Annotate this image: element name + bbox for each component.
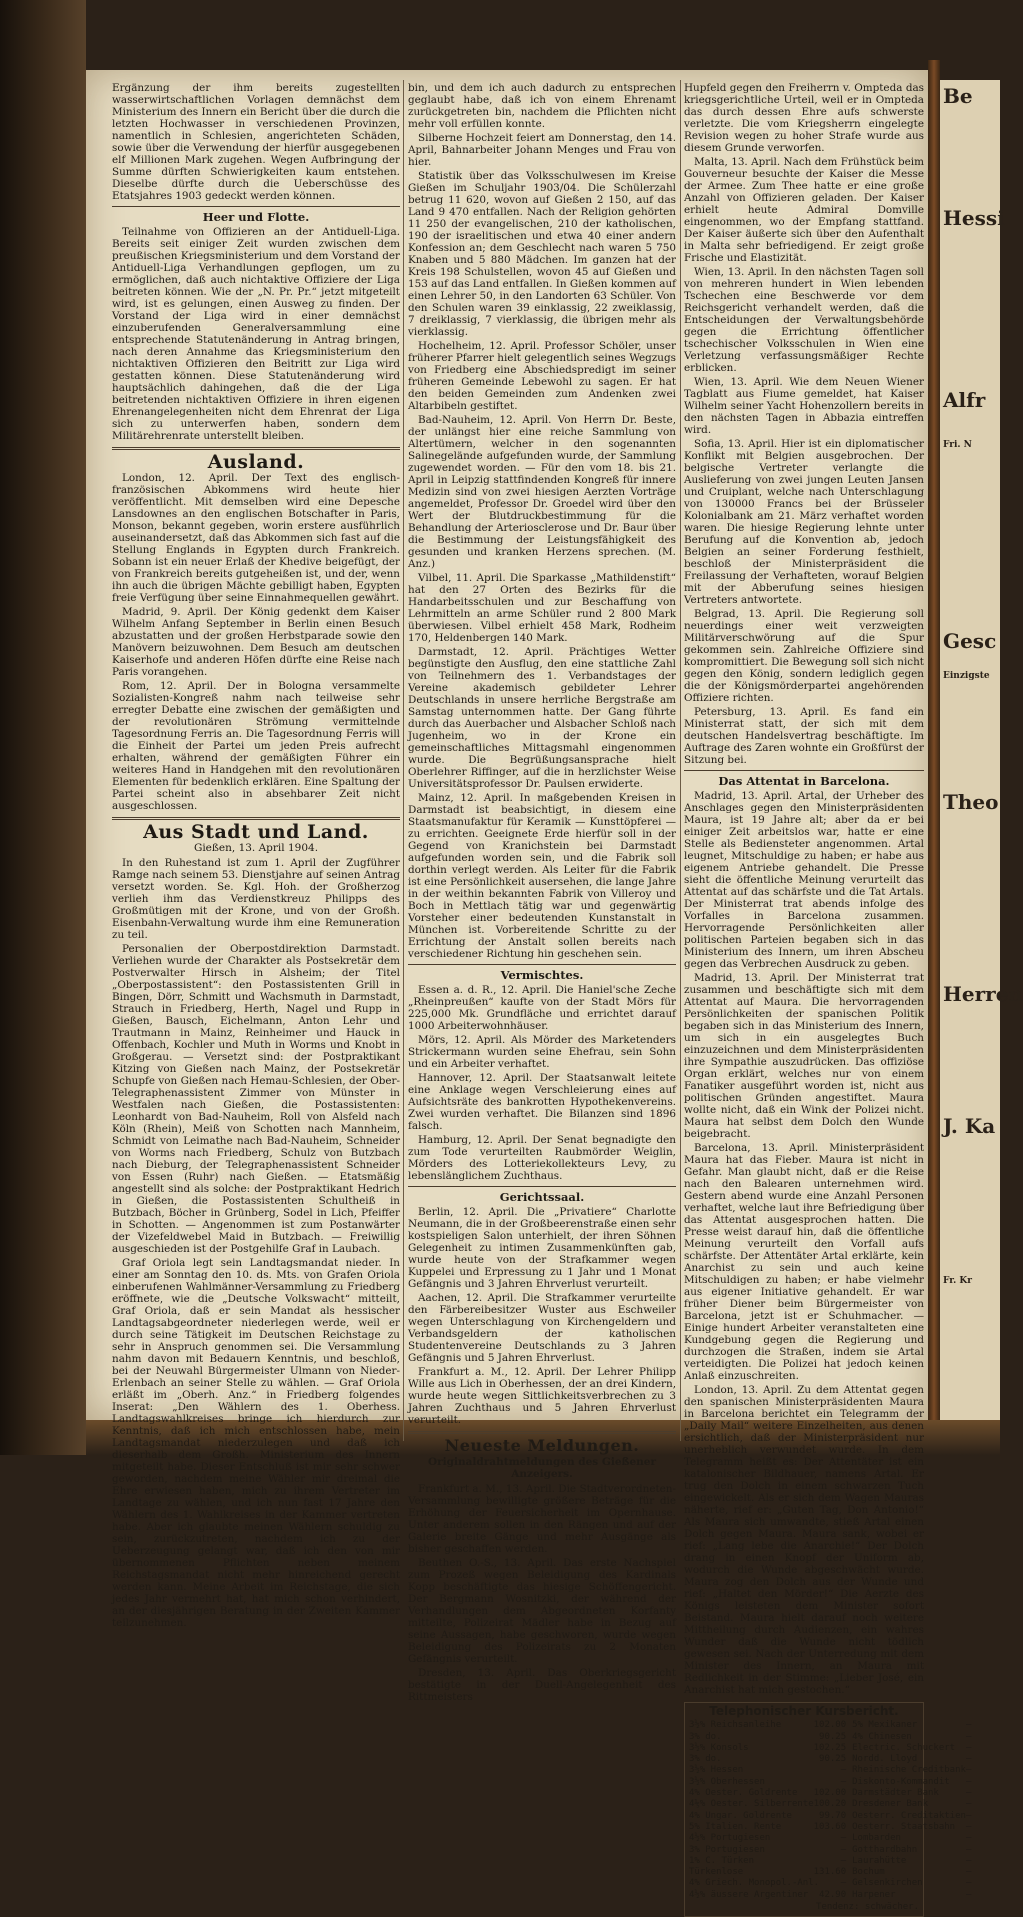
quote-name: Gelsenkirchen bbox=[852, 1878, 923, 1889]
quote-row bbox=[852, 1845, 971, 1856]
section-heading-gerichtssaal: Gerichtssaal. bbox=[499, 1190, 585, 1204]
quote-value: 90.25 bbox=[819, 1754, 847, 1765]
quote-row bbox=[852, 1732, 971, 1743]
quote-name: Nordd. Lloyd bbox=[852, 1754, 918, 1765]
quotes-tendency: Tendenz: schwächer. bbox=[816, 1902, 919, 1913]
quote-row bbox=[689, 1811, 846, 1822]
quote-value: 90.25 bbox=[819, 1731, 847, 1742]
quote-row bbox=[689, 1777, 846, 1788]
quote-value: — bbox=[965, 1833, 972, 1844]
article-text: In den Ruhestand ist zum 1. April der Zugführer Ramge nach seinem 53. Dienstjahre auf seinen Antrag versetzt worden. Se. Kgl. Hoh. der Großherzog verlieh ihm das Verdienstkreuz Philipps des Großmütigen mit der Krone, und von der Großh. Eisenbahn-Verwaltung wurde ihm eine Remuneration zu teil. bbox=[112, 857, 400, 941]
quote-name: 4% Ungar. Goldrente bbox=[689, 1810, 792, 1821]
quote-name: 3½% Hessen bbox=[689, 1765, 744, 1776]
quote-row bbox=[852, 1777, 971, 1788]
section-heading-vermischtes: Vermischtes. bbox=[500, 968, 584, 982]
article-text: Mörs, 12. April. Als Mörder des Marketenders Strickermann wurden seine Ehefrau, sein Sohn und ein Arbeiter verhaftet. bbox=[408, 1034, 676, 1070]
quote-name: 5% Mexikaner bbox=[852, 1720, 918, 1731]
quote-value: — bbox=[840, 1855, 847, 1866]
quote-value: — bbox=[965, 1754, 972, 1765]
article-text: Hannover, 12. April. Der Staatsanwalt leitete eine Anklage wegen Verschleierung eines auf Aufsichtsräte des bankrotten Hypothekenvereins. Zwei wurden verhaftet. Die Bilanzen sind 1896 falsch. bbox=[408, 1072, 676, 1132]
stock-quotes-box bbox=[684, 1702, 972, 1917]
next-page-fragment: Fri. N bbox=[943, 440, 972, 450]
next-page-fragment: Be bbox=[943, 84, 973, 108]
quote-row bbox=[852, 1867, 971, 1878]
quote-row bbox=[852, 1765, 971, 1776]
quote-name: 4⅕% Oester. Silberrente bbox=[689, 1799, 814, 1810]
article-text: Barcelona, 13. April. Ministerpräsident Maura hat das Fieber. Maura ist nicht in Gefahr. Man glaubt nicht, daß er die Reise nach den Balearen unternehmen wird. Gestern abend wurde eine Anzahl Personen verhaftet, welche laut ihre Befriedigung über das Attentat ausgesprochen hatten. Die Presse weist darauf hin, daß die öffentliche Meinung verurteilt den Vorfall aufs schärfste. Der Attentäter Artal erklärte, kein Anarchist zu sein und auch keine Mitschuldigen zu haben; er habe vielmehr aus eigener Initiative gehandelt. Er war früher Diener beim Bürgermeister von Barcelona, jetzt ist er Schuhmacher. — Einige hundert Arbeiter veranstalteten eine Kundgebung gegen die Regierung und durchzogen die Straßen, indem sie Artal verteidigten. Die Polizei hat jedoch keinen Anlaß einzuschreiten. bbox=[684, 1142, 924, 1382]
quote-value: — bbox=[965, 1855, 972, 1866]
quote-name: Bochum bbox=[852, 1867, 885, 1878]
quote-row bbox=[852, 1811, 971, 1822]
quote-value: 102.00 bbox=[813, 1720, 847, 1731]
article-continuation: bin, und dem ich auch dadurch zu entsprechen geglaubt habe, daß ich von einem Ehrenamt zurückgetreten bin, nachdem die Pflichten nicht mehr voll erfüllen konnte. bbox=[408, 82, 676, 130]
quote-name: 1% C. Türken bbox=[689, 1855, 755, 1866]
column-rule bbox=[403, 80, 404, 1441]
quote-row bbox=[689, 1890, 846, 1901]
quote-row bbox=[852, 1822, 971, 1833]
next-page-fragment: Einzigste bbox=[943, 671, 990, 681]
quote-name: 3% Portugiesen bbox=[689, 1844, 765, 1855]
next-page-fragment: Gesc bbox=[943, 629, 997, 653]
article-text: Wien, 13. April. In den nächsten Tagen soll von mehreren hundert in Wien lebenden Tschechen eine Beschwerde vor dem Reichsgericht verhandelt werden, daß die Entscheidungen der Verwaltungsbehörde gegen die Errichtung öffentlicher tschechischer Volksschulen in Wien eine Verletzung verfassungsmäßiger Rechte erblicken. bbox=[684, 266, 924, 374]
quote-name: 4% Oester. Goldrente bbox=[689, 1788, 798, 1799]
article-text: Statistik über das Volksschulwesen im Kreise Gießen im Schuljahr 1903/04. Die Schülerzahl betrug 11 620, wovon auf Gießen 2 150, auf das Land 9 470 entfallen. Nach der Religion gehörten 11 250 der evangelischen, 210 der katholischen, 190 der israelitischen und etwa 40 einer andern Konfession an; dem Geschlecht nach waren 5 750 Knaben und 5 880 Mädchen. Im ganzen hat der Kreis 198 Schulstellen, wovon 45 auf Gießen und 153 auf das Land entfallen. In Gießen kommen auf einen Lehrer 50, in den Landorten 63 Schüler. Von den Schulen waren 39 einklassig, 22 zweiklassig, 7 dreiklassig, 7 vierklassig, die übrigen mehr als vierklassig. bbox=[408, 170, 676, 338]
section-heading-attentat: Das Attentat in Barcelona. bbox=[718, 774, 890, 788]
divider bbox=[408, 1431, 676, 1434]
quotes-title: Telephonischer Kursbericht. bbox=[709, 1704, 899, 1718]
quote-name: Rheinische Creditbank bbox=[852, 1765, 966, 1776]
quote-name: Dresdener Bank bbox=[852, 1799, 928, 1810]
divider bbox=[112, 447, 400, 450]
column-rule bbox=[680, 80, 681, 1441]
quote-name: Harpener bbox=[852, 1889, 896, 1900]
divider bbox=[112, 206, 400, 207]
article-text: Graf Oriola legt sein Landtagsmandat nieder. In einer am Sonntag den 10. ds. Mts. von Grafen Oriola einberufenen Wahlmänner-Versammlung zu Friedberg eröffnete, wie die „Deutsche Volkswacht“ mitteilt, Graf Oriola, daß er sein Mandat als hessischer Landtagsabgeordneter niederlegen werde, weil er durch seine Tätigkeit im Deutschen Reichstage zu sehr in Anspruch genommen sei. Die Versammlung nahm davon mit Bedauern Kenntnis, und beschloß, bei der Neuwahl Bürgermeister Ulmann von Nieder-Erlenbach an seiner Stelle zu wählen. — Graf Oriola erläßt im „Oberh. Anz.“ in Friedberg folgendes Inserat: „Den Wählern des 1. Oberhess. Landtagswahlkreises bringe ich hierdurch zur Kenntnis, daß ich mich entschlossen habe, mein Landtagsmandat niederzulegen und daß ich dieserhalb dem Großh. Ministerium des Innern mitgeteilt habe. Dieser Entschluß ist mir sehr schwer geworden, nachdem meine Wähler mir dreimal die Ehre erwiesen haben, mich zu ihrem Vertreter im Landtage zu wählen, und ich nun fast 17 Jahre den Wählern des 1. Wahlkreises in der Kammer vertreten habe. Aber ich glaubte meinen Wählern schuldig zu sein, zurückzutreten, nachdem ich zu der Ueberzeugung gelangt war, daß ich den von mir übernommenen Pflichten neben meinem Reichstagsmandat nicht mehr hinreichend gerecht werden kann. Meine Arbeit im Reichstage, die sich jedes Jahr vermehrt hat, hat mich schon verhindert, an der diesjährigen Beratung in der Zweiten Kammer teilzunehmen. bbox=[112, 1257, 400, 1629]
divider bbox=[112, 817, 400, 820]
divider bbox=[408, 964, 676, 965]
article-text: Malta, 13. April. Nach dem Frühstück beim Gouverneur besuchte der Kaiser die Messe der Armee. Zum Thee hatte er eine große Anzahl von Offizieren geladen. Der Kaiser erhielt heute Admiral Domville eingenommen, wo der Empfang stattfand. Der Kaiser äußerte sich über den Aufenthalt in Malta sehr befriedigend. Er zeigt große Frische und Elastizität. bbox=[684, 156, 924, 264]
quote-row bbox=[852, 1754, 971, 1765]
quote-row bbox=[852, 1743, 971, 1754]
quote-value: — bbox=[965, 1742, 972, 1753]
next-page-fragment: Hessi bbox=[943, 206, 1005, 230]
quote-name: 3½% Konsols bbox=[689, 1742, 749, 1753]
quote-value: — bbox=[965, 1776, 972, 1787]
article-text: Madrid, 13. April. Artal, der Urheber des Anschlages gegen den Ministerpräsidenten Maura, ist 19 Jahre alt; aber da er bei einiger Zeit arbeitslos war, hatte er eine Stelle als Bediensteter angenommen. Artal leugnet, Mitschuldige zu haben; er habe aus eigenem Antriebe gehandelt. Die Presse sieht die öffentliche Meinung verurteilt das Attentat auf das schärfste und die Tat Artals. Der Ministerrat trat abends infolge des Vorfalles in Barcelona zusammen. Hervorragende Persönlichkeiten aller politischen Parteien begaben sich in das Ministerium des Innern, um ihren Abscheu gegen das Verbrechen Ausdruck zu geben. bbox=[684, 790, 924, 970]
quote-value: — bbox=[965, 1867, 972, 1878]
quote-value: — bbox=[965, 1844, 972, 1855]
quote-name: Laurahütte bbox=[852, 1855, 907, 1866]
article-continuation: Ergänzung der ihm bereits zugestellten wasserwirtschaftlichen Vorlagen demnächst dem Ministerium des Innern ein Bericht über die durch die letzten Hochwasser in verschiedenen Provinzen, namentlich in Schlesien, angerichteten Schäden, sowie über die Verwendung der hierfür ausgegebenen elf Millionen Mark zugehen. Wegen Aufbringung der Summe dürften Schwierigkeiten kaum entstehen. Dieselbe dürfte durch die Ueberschüsse des Etatsjahres 1903 gedeckt werden können. bbox=[112, 82, 400, 202]
quote-name: 5% Italien. Rente bbox=[689, 1821, 782, 1832]
article-text: Darmstadt, 12. April. Prächtiges Wetter begünstigte den Ausflug, den eine stattliche Zahl von Teilnehmern des 1. Verbandstages der Vereine akademisch gebildeter Lehrer Deutschlands in unsere herrliche Bergstraße am Samstag unternommen hatte. Der Gang führte durch das Auerbacher und Alsbacher Schloß nach Jugenheim, wo in der Krone ein gemeinschaftliches Mittagsmahl eingenommen wurde. Die Begrüßungsansprache hielt Oberlehrer Riffinger, auf die in herzlichster Weise Universitätsprofessor Dr. Paulsen erwiderte. bbox=[408, 646, 676, 790]
quote-row bbox=[852, 1878, 971, 1889]
quote-name: 3½% Reichsanleihe bbox=[689, 1720, 782, 1731]
quote-row bbox=[852, 1856, 971, 1867]
article-text: Madrid, 13. April. Der Ministerrat trat zusammen und beschäftigte sich mit dem Attentat auf Maura. Die hervorragenden Persönlichkeiten der spanischen Politik begaben sich in das Ministerium des Innern, um sich in ein ausgelegtes Buch einzuzeichnen und dem Ministerpräsidenten ihre Sympathie auszudrücken. Das offiziöse Organ erklärt, welches nur von einem Fanatiker ausgeführt worden ist, nicht aus politischen Gründen angestiftet. Maura wollte nicht, daß ein Wink der Polizei nicht. Maura hat selbst dem Dolch den Wunde beigebracht. bbox=[684, 972, 924, 1140]
quote-value: — bbox=[965, 1731, 972, 1742]
book-binding bbox=[0, 0, 86, 1455]
quote-value: — bbox=[965, 1810, 972, 1821]
quote-row bbox=[689, 1856, 846, 1867]
quote-value: — bbox=[840, 1844, 847, 1855]
quote-value: 102.25 bbox=[813, 1742, 847, 1753]
quote-row bbox=[689, 1822, 846, 1833]
quote-name: 3% do. bbox=[689, 1731, 722, 1742]
article-text: Personalien der Oberpostdirektion Darmstadt. Verliehen wurde der Charakter als Postsekretär dem Postverwalter Hirsch in Alsheim; der Titel „Oberpostassistent“: den Postassistenten Grill in Bingen, Dörr, Schmitt und Wachsmuth in Darmstadt, Strauch in Friedberg, Herth, Nagel und Rupp in Gießen, Bausch, Eichelmann, Anton Lehr und Trautmann in Mainz, Reinheimer und Hauck in Offenbach, Kochler und Muth in Worms und Knobt in Großgerau. — Versetzt sind: der Postpraktikant Kitzing von Gießen nach Mainz, der Postsekretär Schupfe von Gießen nach Hemau-Schlesien, der Ober-Telegraphenassistent Zimmer von Münster in Westfalen nach Gießen, die Postassistenten: Leonhardt von Bad-Nauheim, Roll von Alsfeld nach Köln (Rhein), Meiß von Schotten nach Mannheim, Schmidt von Leimathe nach Bad-Nauheim, Schneider von Worms nach Friedberg, Schulz von Butzbach nach Dieburg, der Telegraphenassistent Schneider von Essen (Ruhr) nach Gießen. — Etatsmäßig angestellt sind als solche: der Postpraktikant Hedrich in Gießen, die Postassistenten Schultheiß in Butzbach, Böcher in Grünberg, Sodel in Lich, Pfeiffer in Schotten. — Angenommen ist zum Postanwärter der Vizefeldwebel Maid in Butzbach. — Freiwillig ausgeschieden ist der Postgehilfe Graf in Laubach. bbox=[112, 943, 400, 1255]
quote-value: — bbox=[965, 1788, 972, 1799]
quote-name: Electric. Schuckert bbox=[852, 1742, 956, 1753]
next-page-fragment: Herren bbox=[943, 982, 1023, 1006]
column-1 bbox=[112, 82, 400, 1629]
quote-row bbox=[689, 1845, 846, 1856]
quote-value: 42.90 bbox=[819, 1889, 847, 1900]
quote-row bbox=[689, 1732, 846, 1743]
quote-name: Türkenlose bbox=[689, 1867, 744, 1878]
article-text: Aachen, 12. April. Die Strafkammer verurteilte den Färbereibesitzer Wuster aus Eschweiler wegen Unterschlagung von Kirchengeldern und Verbandsgeldern der katholischen Studentenvereine Deutschlands zu 3 Jahren Gefängnis und 5 Jahren Ehrverlust. bbox=[408, 1292, 676, 1364]
article-text: Petersburg, 13. April. Es fand ein Ministerrat statt, der sich mit dem deutschen Handelsvertrag beschäftigte. Im Auftrage des Zaren wohnte ein Großfürst der Sitzung bei. bbox=[684, 706, 924, 766]
article-text: Wien, 13. April. Wie dem Neuen Wiener Tagblatt aus Fiume gemeldet, hat Kaiser Wilhelm seiner Yacht Hohenzollern bereits in den nächsten Tagen in Abbazia eintreffen wird. bbox=[684, 376, 924, 436]
quote-value: — bbox=[840, 1776, 847, 1787]
quotes-left-column bbox=[689, 1720, 846, 1901]
article-text: Dresden, 13. April. Das Oberkriegsgericht bestätigte in der Duell-Angelegenheit des Rittmeisters bbox=[408, 1667, 676, 1703]
quote-name: 4½% Portugiesen bbox=[689, 1833, 771, 1844]
quotes-right-column bbox=[852, 1720, 971, 1901]
quote-name: 4% Chinesen bbox=[852, 1731, 912, 1742]
article-text: Vilbel, 11. April. Die Sparkasse „Mathildenstift“ hat den 27 Orten des Bezirks für die Handarbeitsschulen und zur Beschaffung von Lehrmitteln an arme Schüler rund 2 800 Mark überwiesen. Vilbel erhielt 458 Mark, Rodheim 170, Heldenbergen 140 Mark. bbox=[408, 572, 676, 644]
quote-row bbox=[852, 1788, 971, 1799]
book-spine bbox=[928, 60, 940, 1440]
article-text: Berlin, 12. April. Die „Privatiere“ Charlotte Neumann, die in der Großbeerenstraße einen sehr kostspieligen Salon unterhielt, der ihren Söhnen Gelegenheit zu intimen Zusammenkünften gab, wurde heute von der Strafkammer wegen Kuppelei und Erpressung zu 1 Jahr und 1 Monat Gefängnis und 3 Jahren Ehrverlust verurteilt. bbox=[408, 1206, 676, 1290]
quote-value: 102.00 bbox=[813, 1788, 847, 1799]
section-heading-stadt: Aus Stadt und Land. bbox=[143, 821, 369, 843]
divider bbox=[408, 1186, 676, 1187]
quote-value: — bbox=[965, 1889, 972, 1900]
dateline: Gießen, 13. April 1904. bbox=[193, 842, 319, 854]
section-subheading: Originaldrahtmeldungen des Gießener Anzeigers. bbox=[427, 1456, 657, 1480]
article-text: Hochelheim, 12. April. Professor Schöler, unser früherer Pfarrer hielt gelegentlich seines Wegzugs von Friedberg eine Abschiedspredigt im seiner früheren Gemeinde Lebewohl zu sagen. Er hat den beiden Gemeinden zum Andenken zwei Altarbibeln gestiftet. bbox=[408, 340, 676, 412]
quote-name: Gotthardbahn bbox=[852, 1844, 918, 1855]
article-text: Sofia, 13. April. Hier ist ein diplomatischer Konflikt mit Belgien ausgebrochen. Der belgische Vertreter verlangte die Auslieferung von zwei jungen Leuten Jansen und Cruiplant, welche nach Unterschlagung von 130000 Francs bei der Brüsseler Kolonialbank am 21. März verhaftet worden waren. Die hiesige Regierung lehnte unter Berufung auf die Konvention ab, jedoch Belgien an seiner Forderung festhielt, beschloß der Ministerpräsident die Freilassung der Verhafteten, worauf Belgien mit der Abberufung seines hiesigen Vertreters antwortete. bbox=[684, 438, 924, 606]
quote-value: — bbox=[840, 1833, 847, 1844]
next-page-fragment: Alfr bbox=[943, 388, 986, 412]
quote-value: — bbox=[965, 1720, 972, 1731]
article-text: Essen a. d. R., 12. April. Die Haniel'sche Zeche „Rheinpreußen“ kaufte von der Stadt Mörs für 225,000 Mk. Grundfläche und errichtet darauf 1000 Arbeiterwohnhäuser. bbox=[408, 984, 676, 1032]
article-text: Silberne Hochzeit feiert am Donnerstag, den 14. April, Bahnarbeiter Johann Menges und Frau von hier. bbox=[408, 132, 676, 168]
quote-name: Oesterr. Staatsbahn bbox=[852, 1821, 956, 1832]
article-text: Hamburg, 12. April. Der Senat begnadigte den zum Tode verurteilten Raubmörder Weiglin, Mörders des Lotteriekollekteurs Levy, zu lebenslänglichem Zuchthaus. bbox=[408, 1134, 676, 1182]
quote-name: 3½% Oberhessen bbox=[689, 1776, 765, 1787]
article-text: Belgrad, 13. April. Die Regierung soll neuerdings einer weit verzweigten Militärverschwörung auf die Spur gekommen sein. Zahlreiche Offiziere sind kompromittiert. Die Bewegung soll sich nicht gegen den König, sondern lediglich gegen die der Königsmörderpartei angehörenden Offiziere richten. bbox=[684, 608, 924, 704]
article-text: Beuthen O.-S., 13. April. Das erste Nachspiel zum Prozeß wegen Beleidigung des Kardinals Kopp beschäftigte das hiesige Schöffengericht. Der Bergmann Wosnitzki, der während der Verhandlungen dem Abgeordneten Korfanty mitteilte, Polizeirat Mädler habe in Bezug auf seine Aussagen, habe geschworen, wurde wegen Beleidigung des Polizeirats zu 2 Monaten Gefängnis verurteilt. bbox=[408, 1557, 676, 1665]
next-page-fragment: J. Ka bbox=[943, 1114, 996, 1138]
quote-value: — bbox=[840, 1765, 847, 1776]
quote-value: 103.60 bbox=[813, 1821, 847, 1832]
quote-row bbox=[689, 1743, 846, 1754]
adjacent-page-edge bbox=[940, 80, 1023, 1420]
quote-value: — bbox=[840, 1878, 847, 1889]
quote-value: — bbox=[965, 1799, 972, 1810]
article-text: London, 13. April. Zu dem Attentat gegen den spanischen Ministerpräsidenten Maura in Barcelona berichtet ein Telegramm der „Daily Mail“ weitere Einzelheiten, aus denen ersichtlich, daß der Ministerpräsident nur unerheblich verwundet wurde. In dem Telegramm heißt es: Der Attentäter ist ein katalonischer Bildhauer, namens Artal. Er trug den Dolch in einem schwarzen Tuch eingewickelt. Als er sich dem Wagen Mauras näherte, rief er: „Guten Tag, Don Antonio!“ Als Maura sich umwandte, stieß Artal einen Dolch gegen Maura. Maura sank, wobei er rief: „Lang lebe die Anarchie!“ Der Dolch drang in einen Knopf der Uniform ab, wodurch die Wunde abgeschwächt wurde. Maura zog den Dolch aus der Wunde und rief: „Haltet den Mörder!“ Die Aerzte des Königs leisteten dem Minister sofort Beistand. Maura hielt darauf noch weitere Mittheilung durch Audienzen, ein wahres Wunder daß die Wunde nicht tödlich gewesen sei. Nach der Unterredung mit dem Minister des Innern, an Maura mit Redlichkeit in der Stimme: „Lieber José, ein Anarchist hat mich gestochen.“ bbox=[684, 1384, 924, 1696]
quote-value: — bbox=[965, 1765, 972, 1776]
article-text: Frankfurt a. M., 13. April. Die Stadtverordneten-Versammlung bewilligte größere Beträge für die Erhöhung der Feuersicherheit im Opernhause. Unter anderem sollen in den Rängen und auf der Galerie breite Gänge und mehr Ausgänge als bisher geschaffen werden. bbox=[408, 1483, 676, 1555]
quote-row bbox=[689, 1878, 846, 1889]
quote-row bbox=[689, 1765, 846, 1776]
quote-row bbox=[689, 1799, 846, 1810]
quote-row bbox=[852, 1890, 971, 1901]
article-text: London, 12. April. Der Text des englisch-französischen Abkommens wird heute hier veröffentlicht. Mit demselben wird eine Depesche Lansdownes an den englischen Botschafter in Paris, Monson, bekannt gegeben, worin erstere ausführlich auseinandersetzt, daß das Abkommen sich fast auf die Stellung Englands in Egypten durch Frankreich. Sobann ist ein neuer Erlaß der Khedive beigefügt, der von Frankreich bereits gutgeheißen ist, und der, wenn ihn auch die übrigen Mächte gebilligt haben, Egypten freie Verfügung über seine Einnahmequellen gewährt. bbox=[112, 472, 400, 604]
quote-value: 100.20 bbox=[813, 1799, 847, 1810]
quote-name: 3% do. bbox=[689, 1754, 722, 1765]
quote-value: — bbox=[965, 1821, 972, 1832]
quote-name: 4% Griech. Monopol.-Anl. bbox=[689, 1878, 820, 1889]
quote-value: 99.70 bbox=[819, 1810, 847, 1821]
article-text: Teilnahme von Offizieren an der Antiduell-Liga. Bereits seit einiger Zeit wurden zwischen dem preußischen Kriegsministerium und dem Vorstand der Antiduell-Liga Verhandlungen gepflogen, um zu ermöglichen, daß auch nichtaktive Offiziere der Liga beitreten können. Wie der „N. Pr. Pr.“ jetzt mitgeteilt wird, ist es gelungen, einen Ausweg zu finden. Der Vorstand der Liga wird in einer demnächst einzuberufenden Generalversammlung eine entsprechende Statutenänderung in Antrag bringen, nach deren Annahme das Kriegsministerium den nichtaktiven Offizieren den Beitritt zur Liga wird gestatten können. Diese Statutenänderung wird hauptsächlich dahingehen, daß die der Liga beitretenden nichtaktiven Offiziere in ihren eigenen Ehrenangelegenheiten nicht dem Ehrenrat der Liga sich zu unterwerfen haben, sondern dem Militärehrenrate unterstellt bleiben. bbox=[112, 226, 400, 442]
divider bbox=[684, 770, 924, 771]
next-page-fragment: Theo bbox=[943, 790, 999, 814]
quote-name: Darmstädter Bank bbox=[852, 1788, 939, 1799]
quote-value: 131.60 bbox=[813, 1867, 847, 1878]
quote-row bbox=[852, 1720, 971, 1731]
article-text: Bad-Nauheim, 12. April. Von Herrn Dr. Beste, der unlängst hier eine reiche Sammlung von Altertümern, welcher in den sogenannten Salinegelände aufgefunden wurde, der Sammlung zugewendet worden. — Für den vom 18. bis 21. April in Leipzig stattfindenden Kongreß für innere Medizin sind von zwei hiesigen Aerzten Vorträge angemeldet, Professor Dr. Groedel wird über den Wert der Blutdruckbestimmung für die Behandlung der Arteriosclerose und Dr. Baur über die Bestimmung der Leistungsfähigkeit des gesunden und kranken Herzens sprechen. (M. Anz.) bbox=[408, 414, 676, 570]
quote-value: — bbox=[965, 1878, 972, 1889]
quote-name: Oesterr. Creditaktien bbox=[852, 1810, 966, 1821]
quote-row bbox=[852, 1833, 971, 1844]
quote-name: 4½% äussere Argentiner bbox=[689, 1889, 809, 1900]
quote-row bbox=[689, 1720, 846, 1731]
quote-row bbox=[689, 1833, 846, 1844]
section-heading-heer: Heer und Flotte. bbox=[202, 210, 310, 224]
quote-name: Lombarden bbox=[852, 1833, 901, 1844]
quote-row bbox=[689, 1867, 846, 1878]
quote-name: Diskonto-Kommandit bbox=[852, 1776, 950, 1787]
article-text: Rom, 12. April. Der in Bologna versammelte Sozialisten-Kongreß nahm nach teilweise sehr erregter Debatte eine zwischen der gemäßigten und der revolutionären Strömung vermittelnde Tagesordnung Ferris an. Die Tagesordnung Ferris will die Einheit der Partei um jeden Preis aufrecht erhalten, während der gemäßigten Führer ein weiteres Hand in Handgehen mit den revolutionären Elementen für bedenklich erklären. Eine Spaltung der Partei scheint also in absehbarer Zeit nicht ausgeschlossen. bbox=[112, 680, 400, 812]
quote-row bbox=[852, 1799, 971, 1810]
column-2 bbox=[408, 82, 676, 1703]
article-text: Madrid, 9. April. Der König gedenkt dem Kaiser Wilhelm Anfang September in Berlin einen Besuch abzustatten und der großen Herbstparade sowie den Manövern beizuwohnen. Dem Besuch am deutschen Kaiserhofe und anderen Höfen dürfte eine Reise nach Paris vorangehen. bbox=[112, 606, 400, 678]
article-continuation: Hupfeld gegen den Freiherrn v. Ompteda das kriegsgerichtliche Urteil, weil er in Ompteda das durch dessen Ehre aufs schwerste verletzte. Die vom Kriegsherrn eingelegte Revision wegen zu hoher Strafe wurde aus diesem Grunde verworfen. bbox=[684, 82, 924, 154]
article-text: Frankfurt a. M., 12. April. Der Lehrer Philipp Wille aus Lich in Oberhessen, der an drei Kindern, wurde heute wegen Sittlichkeitsverbrechen zu 3 Jahren Zuchthaus und 5 Jahren Ehrverlust verurteilt. bbox=[408, 1366, 676, 1426]
section-heading-ausland: Ausland. bbox=[207, 451, 305, 473]
quote-row bbox=[689, 1788, 846, 1799]
next-page-fragment: Fr. Kr bbox=[943, 1276, 972, 1286]
article-text: Mainz, 12. April. In maßgebenden Kreisen in Darmstadt ist beabsichtigt, in diesem eine Staatsmanufaktur für Keramik — Kunsttöpferei — zu errichten. Geeignete Erde hierfür soll in der Gegend von Kranichstein bei Darmstadt aufgefunden worden sein, und die Fabrik soll dorthin verlegt werden. Als Leiter für die Fabrik ist eine Persönlichkeit ausersehen, die lange Jahre in der weithin bekannten Fabrik von Villeroy und Boch in Mettlach tätig war und gegenwärtig Vorsteher einer bedeutenden Kunstanstalt in München ist. Vorbereitende Schritte zu der Errichtung der Anstalt sollen bereits nach verschiedener Richtung hin geschehen sein. bbox=[408, 792, 676, 960]
section-heading-neueste: Neueste Meldungen. bbox=[444, 1436, 640, 1455]
quote-row bbox=[689, 1754, 846, 1765]
